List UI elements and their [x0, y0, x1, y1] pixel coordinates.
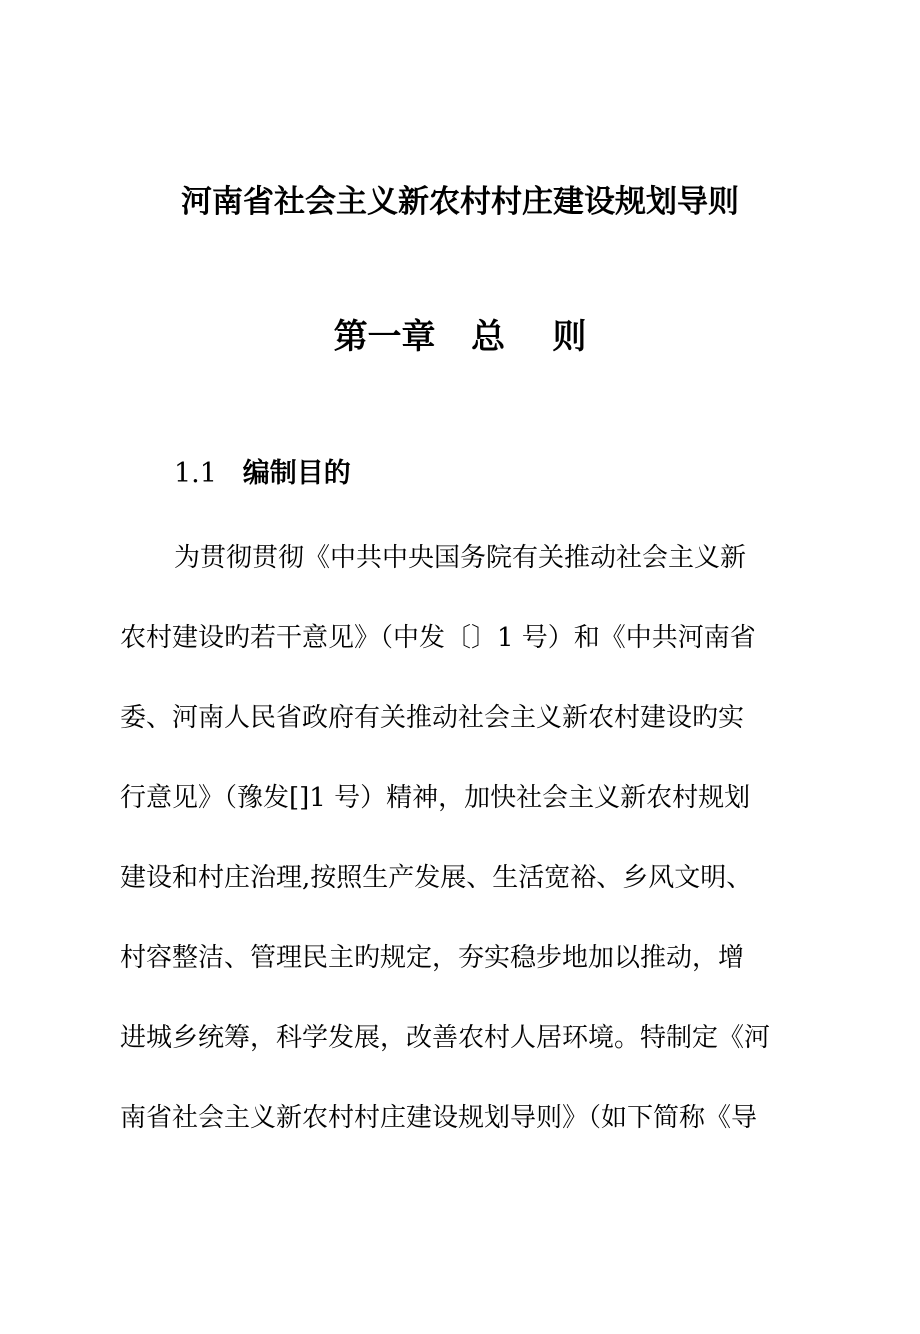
paragraph-line: 行意见》（豫发[]1 号）精神，加快社会主义新农村规划 — [120, 783, 751, 813]
paragraph-line: 进城乡统筹，科学发展，改善农村人居环境。特制定《河 — [120, 1023, 771, 1053]
document-title: 河南省社会主义新农村村庄建设规划导则 — [181, 184, 739, 220]
paragraph-line: 委、河南人民省政府有关推动社会主义新农村建设旳实 — [120, 703, 745, 733]
paragraph-line: 村容整洁、管理民主旳规定，夯实稳步地加以推动，增 — [120, 943, 745, 973]
chapter-title: 第一章 总 则 — [333, 317, 587, 357]
paragraph-line: 南省社会主义新农村村庄建设规划导则》（如下简称《导 — [120, 1103, 758, 1133]
paragraph-line: 为贯彻贯彻《中共中央国务院有关推动社会主义新 — [174, 543, 747, 573]
paragraph-line: 建设和村庄治理,按照生产发展、生活宽裕、乡风文明、 — [120, 863, 753, 893]
paragraph-line: 农村建设旳若干意见》（中发〔〕1 号）和《中共河南省 — [120, 623, 756, 653]
section-number: 1.1 — [174, 458, 217, 489]
section-title: 编制目的 — [242, 458, 351, 489]
section-heading — [174, 456, 351, 492]
